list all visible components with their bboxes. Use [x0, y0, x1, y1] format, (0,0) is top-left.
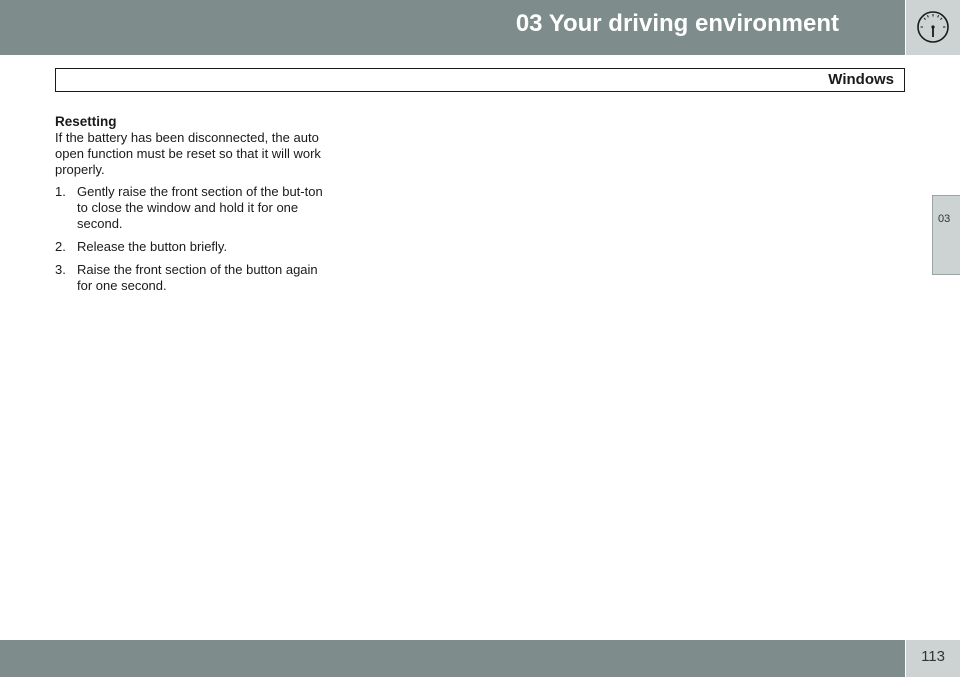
- list-item: [55, 184, 330, 232]
- section-title: Windows: [828, 71, 894, 88]
- chapter-header: [0, 0, 905, 55]
- page-number-tab: [905, 640, 960, 677]
- step-number: 1.: [55, 184, 66, 199]
- section-header: [55, 68, 905, 92]
- steps-list: [55, 184, 330, 294]
- list-item: [55, 262, 330, 294]
- content-heading: Resetting: [55, 114, 117, 129]
- step-text: Raise the front section of the button again for one second.: [77, 262, 318, 293]
- gauge-icon: [916, 10, 950, 44]
- chapter-title: 03 Your driving environment: [515, 10, 839, 37]
- step-text: Gently raise the front section of the but-ton to close the window and hold it for one second.: [77, 184, 323, 231]
- chapter-side-tab-label: 03: [938, 213, 951, 225]
- chapter-side-tab[interactable]: [932, 195, 960, 275]
- page-footer: [0, 640, 905, 677]
- content-intro: If the battery has been disconnected, the auto open function must be reset so that it will work properly.: [55, 130, 321, 177]
- manual-content: [55, 114, 330, 301]
- step-number: 2.: [55, 239, 66, 254]
- chapter-icon-box: [905, 0, 960, 55]
- step-text: Release the button briefly.: [77, 239, 228, 254]
- step-number: 3.: [55, 262, 66, 277]
- list-item: [55, 239, 330, 255]
- page-number: 113: [921, 648, 945, 665]
